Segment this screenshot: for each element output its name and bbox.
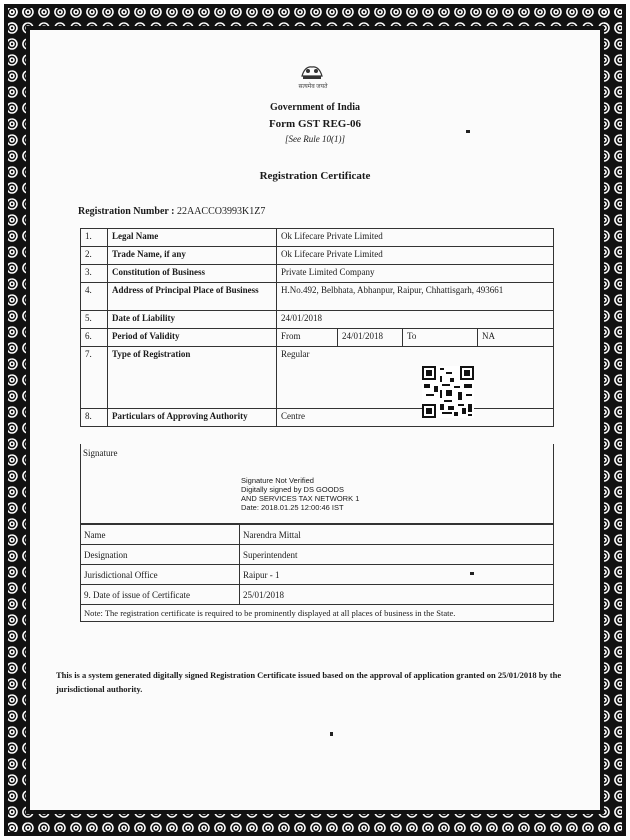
ink-speck bbox=[466, 130, 470, 133]
officer-label: Name bbox=[81, 525, 240, 545]
row-value: Ok Lifecare Private Limited bbox=[277, 247, 554, 265]
table-row bbox=[81, 525, 554, 545]
signature-label: Signature bbox=[83, 448, 118, 458]
table-row bbox=[81, 565, 554, 585]
officer-label: Jurisdictional Office bbox=[81, 565, 240, 585]
validity-from-label: From bbox=[277, 329, 338, 347]
row-value: H.No.492, Belbhata, Abhanpur, Raipur, Chhattisgarh, 493661 bbox=[277, 283, 554, 311]
display-note: Note: The registration certificate is required to be prominently displayed at all places of business in the State. bbox=[80, 604, 554, 622]
qr-code-icon bbox=[422, 366, 474, 418]
table-row bbox=[81, 329, 554, 347]
registration-number bbox=[78, 206, 265, 217]
ink-speck bbox=[330, 732, 333, 736]
row-label: Trade Name, if any bbox=[108, 247, 277, 265]
officer-label: 9. Date of issue of Certificate bbox=[81, 585, 240, 605]
footer-statement: This is a system generated digitally signed Registration Certificate issued based on the approval of application granted on 25/01/2018 by the jurisdictional authority. bbox=[56, 670, 562, 694]
registration-number-value: 22AACCO3993K1Z7 bbox=[176, 206, 266, 217]
table-row bbox=[81, 283, 554, 311]
officer-value: Raipur - 1 bbox=[240, 565, 554, 585]
government-heading: Government of India bbox=[270, 102, 360, 113]
row-number: 8. bbox=[81, 409, 108, 427]
signature-signer-1: Digitally signed by DS GOODS bbox=[241, 485, 344, 494]
signature-signer-2: AND SERVICES TAX NETWORK 1 bbox=[241, 494, 360, 503]
row-label: Date of Liability bbox=[108, 311, 277, 329]
row-label: Legal Name bbox=[108, 229, 277, 247]
signature-box bbox=[80, 444, 554, 524]
row-number: 7. bbox=[81, 347, 108, 409]
certificate-title: Registration Certificate bbox=[259, 170, 371, 182]
row-label: Constitution of Business bbox=[108, 265, 277, 283]
row-number: 3. bbox=[81, 265, 108, 283]
row-value: Private Limited Company bbox=[277, 265, 554, 283]
table-row bbox=[81, 545, 554, 565]
validity-from-date: 24/01/2018 bbox=[338, 329, 403, 347]
form-title: Form GST REG-06 bbox=[268, 118, 362, 130]
row-label: Type of Registration bbox=[108, 347, 277, 409]
rule-reference: [See Rule 10(1)] bbox=[285, 134, 345, 144]
ink-speck bbox=[470, 572, 474, 575]
row-label: Address of Principal Place of Business bbox=[108, 283, 277, 311]
row-value: 24/01/2018 bbox=[277, 311, 554, 329]
row-number: 6. bbox=[81, 329, 108, 347]
table-row bbox=[81, 247, 554, 265]
table-row bbox=[81, 311, 554, 329]
registration-number-label: Registration Number : bbox=[78, 206, 175, 217]
row-number: 1. bbox=[81, 229, 108, 247]
officer-label: Designation bbox=[81, 545, 240, 565]
validity-to-label: To bbox=[403, 329, 478, 347]
row-number: 4. bbox=[81, 283, 108, 311]
officer-table bbox=[80, 524, 554, 605]
table-row bbox=[81, 585, 554, 605]
validity-to-date: NA bbox=[478, 329, 554, 347]
table-row bbox=[81, 347, 554, 409]
emblem-caption: सत्यमेव जयते bbox=[298, 84, 328, 90]
row-number: 2. bbox=[81, 247, 108, 265]
officer-value: Superintendent bbox=[240, 545, 554, 565]
details-table bbox=[80, 228, 554, 427]
table-row bbox=[81, 229, 554, 247]
table-row bbox=[81, 409, 554, 427]
officer-value: Narendra Mittal bbox=[240, 525, 554, 545]
signature-date: Date: 2018.01.25 12:00:46 IST bbox=[241, 503, 344, 512]
row-value: Regular bbox=[277, 347, 554, 409]
row-label: Period of Validity bbox=[108, 329, 277, 347]
row-label: Particulars of Approving Authority bbox=[108, 409, 277, 427]
digital-signature-stamp bbox=[241, 476, 359, 512]
national-emblem-icon bbox=[297, 62, 327, 80]
signature-status: Signature Not Verified bbox=[241, 476, 314, 485]
officer-value: 25/01/2018 bbox=[240, 585, 554, 605]
row-value: Ok Lifecare Private Limited bbox=[277, 229, 554, 247]
row-value: Centre bbox=[277, 409, 554, 427]
row-number: 5. bbox=[81, 311, 108, 329]
table-row bbox=[81, 265, 554, 283]
